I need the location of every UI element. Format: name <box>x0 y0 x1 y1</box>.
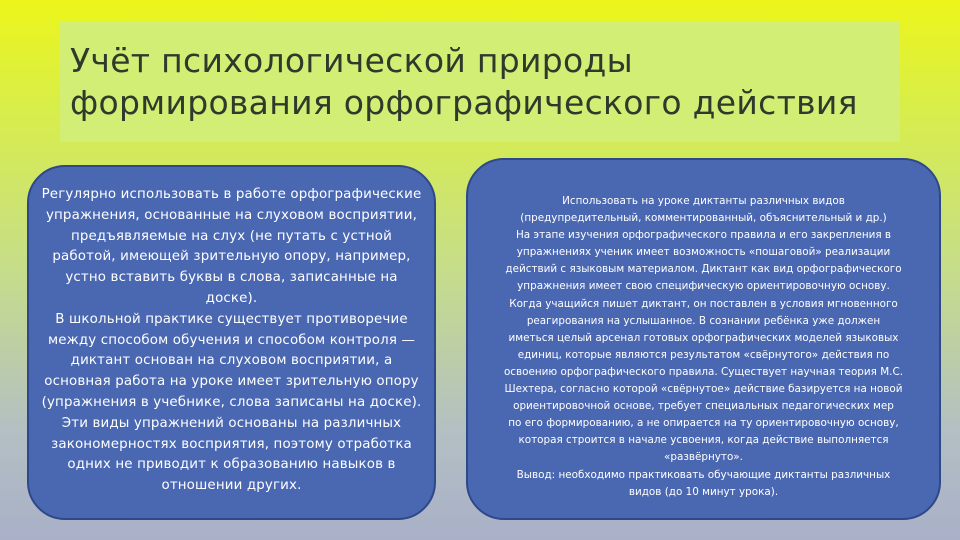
right-panel-line: по его формированию, а не опирается на ту ориентировочную основу, <box>508 417 899 430</box>
right-panel-line: Вывод: необходимо практиковать обучающие диктанты различных <box>516 468 891 481</box>
right-panel-line: освоению орфографического правила. Существует научная теория М.С. <box>503 365 904 378</box>
left-panel-line: работой, имеющей зрительную опору, например, <box>52 249 411 265</box>
right-panel-line: которая строится в начале усвоения, когда действие выполняется <box>518 434 889 447</box>
title-line: Учёт психологической природы <box>70 41 633 80</box>
title-line: формирования орфографического действия <box>70 83 858 122</box>
right-text-panel <box>466 158 941 520</box>
left-panel-line: закономерностях восприятия, поэтому отработка <box>51 436 412 452</box>
left-panel-line: В школьной практике существует противоречие <box>55 311 408 327</box>
right-panel-line: реагирования на услышанное. В сознании ребёнка уже должен <box>526 314 881 327</box>
left-panel-line: Эти виды упражнений основаны на различных <box>61 415 402 431</box>
right-panel-line: ориентировочной основе, требует специальных педагогических мер <box>513 400 894 413</box>
right-panel-line: (предупредительный, комментированный, объяснительный и др.) <box>520 212 887 225</box>
right-panel-line: действий с языковым материалом. Диктант как вид орфографического <box>505 263 902 276</box>
right-panel-line: Использовать на уроке диктанты различных видов <box>562 195 845 207</box>
left-panel-line: упражнения, основанные на слуховом восприятии, <box>45 207 418 223</box>
right-panel-line: единиц, которые являются результатом «свёрнутого» действия по <box>517 348 890 361</box>
right-panel-line: упражнениях ученик имеет возможность «пошаговой» реализации <box>516 246 891 259</box>
left-panel-line: основная работа на уроке имеет зрительную опору <box>44 374 419 390</box>
right-panel-line: Шехтера, согласно которой «свёрнутое» действие базируется на новой <box>504 383 903 396</box>
right-panel-line: Когда учащийся пишет диктант, он поставлен в условия мгновенного <box>509 297 898 310</box>
left-panel-line: устно вставить буквы в слова, записанные на <box>65 270 398 286</box>
right-panel-line: «развёрнуто». <box>664 451 743 464</box>
left-panel-line: диктант основан на слуховом восприятии, а <box>70 353 393 369</box>
right-panel-line: видов (до 10 минут урока). <box>628 485 779 498</box>
left-panel-line: (упражнения в учебнике, слова записаны на доске). <box>41 394 422 410</box>
left-panel-line: отношении других. <box>161 478 302 494</box>
left-panel-line: Регулярно использовать в работе орфографические <box>41 187 422 202</box>
left-panel-line: доске). <box>205 290 258 306</box>
left-panel-line: между способом обучения и способом контроля — <box>48 332 415 348</box>
left-panel-line: одних не приводит к образованию навыков в <box>67 457 396 473</box>
right-panel-line: иметься целый арсенал готовых орфографических моделей языковых <box>508 331 899 344</box>
slide-title <box>60 22 900 142</box>
left-panel-line: предъявляемые на слух (не путать с устной <box>70 228 393 244</box>
right-panel-line: На этапе изучения орфографического правила и его закрепления в <box>515 229 892 242</box>
left-text-panel <box>27 165 436 520</box>
right-panel-line: упражнения имеет свою специфическую ориентировочную основу. <box>517 280 890 293</box>
